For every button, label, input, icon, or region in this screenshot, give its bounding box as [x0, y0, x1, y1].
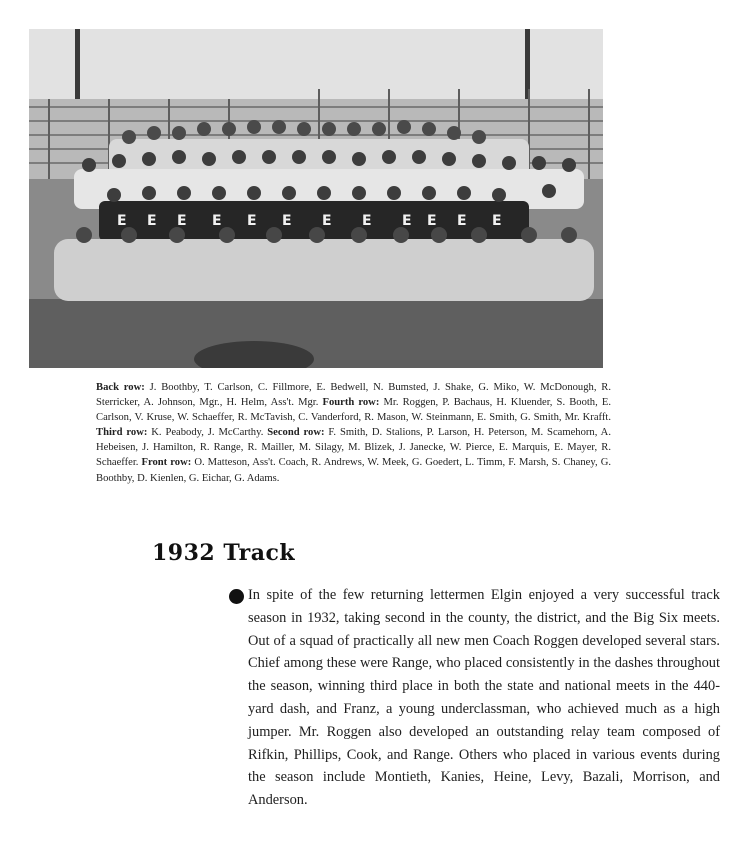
- caption-label-front: Front row:: [141, 457, 192, 469]
- caption-names-fourth: Mr. Roggen, P. Bachaus, H. Kluender, S. Booth, E. Carlson, V. Kruse, W. Schaeffer, R. McTavish, C. Vanderford, R. Mason, W. Steinmann, E. Smith, G. Smith, Mr. Krafft.: [96, 397, 611, 424]
- caption-names-front: O. Matteson, Ass't. Coach, R. Andrews, W. Meek, G. Goedert, L. Timm, F. Marsh, S. Chaney, G. Boothby, D. Kienlen, G. Eichar, G. Adams.: [96, 457, 611, 484]
- article-body: In spite of the few returning lettermen Elgin enjoyed a very successful track season in 1932, taking second in the county, the district, and the Big Six meets. Out of a squad of practically all new men Coach Roggen developed several stars. Chief among these were Range, who placed consistently in the dashes throughout the season, winning third place in both the state and national meets in the 440-yard dash, and Franz, a young underclassman, who achieved much as a high jumper. Mr. Roggen also developed an outstanding relay team composed of Rifkin, Phillips, Cook, and Range. Others who placed in various events during the season include Montieth, Kanies, Heine, Levy, Bazali, Morrison, and Anderson.: [248, 587, 720, 809]
- bullet-icon: [229, 589, 244, 604]
- caption-label-third: Third row:: [96, 427, 148, 439]
- svg-text:E: E: [457, 213, 467, 229]
- svg-text:E: E: [427, 213, 437, 229]
- svg-text:E: E: [492, 213, 502, 229]
- caption-label-fourth: Fourth row:: [322, 397, 380, 409]
- svg-text:E: E: [212, 213, 222, 229]
- svg-text:E: E: [282, 213, 292, 229]
- team-photo: [29, 29, 603, 368]
- svg-text:E: E: [362, 213, 372, 229]
- photo-caption: [96, 380, 611, 486]
- svg-text:E: E: [147, 213, 157, 229]
- caption-names-third: K. Peabody, J. McCarthy.: [151, 427, 264, 439]
- caption-names-second: F. Smith, D. Stalions, P. Larson, H. Peterson, M. Scamehorn, A. Hebeisen, J. Hamilton, R. Range, R. Mailler, M. Silagy, M. Blizek, J. Janecke, W. Pierce, E. Marquis, E. Mayer, R. Schaeffer.: [96, 427, 611, 469]
- svg-text:E: E: [322, 213, 332, 229]
- caption-label-back: Back row:: [96, 382, 145, 393]
- svg-text:E: E: [247, 213, 257, 229]
- svg-text:E: E: [402, 213, 412, 229]
- caption-names-back: J. Boothby, T. Carlson, C. Fillmore, E. Bedwell, N. Bumsted, J. Shake, G. Miko, W. McDonough, R. Sterricker, A. Johnson, Mgr., H. Helm, Ass't. Mgr.: [96, 382, 612, 409]
- svg-text:E: E: [117, 213, 127, 229]
- caption-label-second: Second row:: [267, 427, 325, 439]
- team-photo-image: [29, 29, 603, 368]
- svg-text:E: E: [177, 213, 187, 229]
- article-title: 1932 Track: [152, 540, 296, 566]
